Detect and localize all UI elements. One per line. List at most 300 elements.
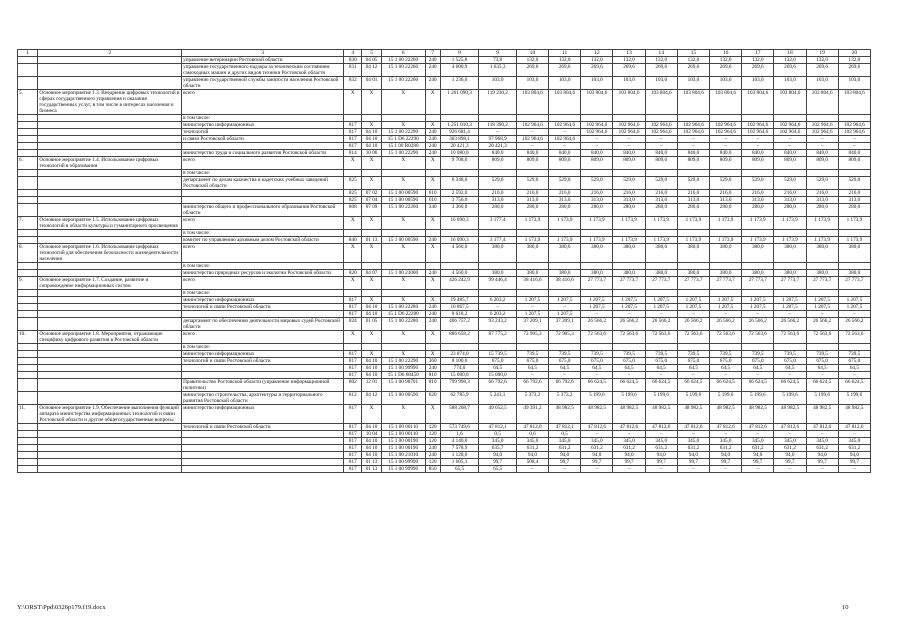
value-cell — [581, 170, 613, 177]
table-row — [18, 244, 871, 263]
value-cell: X — [344, 90, 362, 115]
value-cell — [425, 170, 440, 177]
value-cell: 739,5 — [710, 351, 742, 358]
executor-cell — [182, 452, 344, 459]
table-row — [18, 438, 871, 445]
value-cell — [613, 170, 645, 177]
value-cell: 280,0 — [677, 204, 709, 217]
value-cell: 817 — [344, 405, 362, 424]
value-cell: 102 964,6 — [516, 136, 548, 143]
activity-cell — [38, 459, 182, 466]
row-number-cell — [18, 197, 38, 204]
value-cell: 380,0 — [710, 244, 742, 263]
value-cell: 5 373,2 — [516, 392, 548, 405]
value-cell: 7 578,9 — [440, 445, 479, 452]
value-cell: 4 600,9 — [440, 64, 479, 77]
value-cell: 1 207,5 — [677, 304, 709, 311]
value-cell: 380,0 — [806, 270, 838, 277]
value-cell: 72 563,6 — [806, 331, 838, 344]
value-cell: 1 525,8 — [440, 57, 479, 64]
value-cell: 47 812,6 — [677, 424, 709, 431]
value-cell: 824 — [344, 318, 362, 331]
value-cell: 64,5 — [613, 365, 645, 372]
value-cell: – — [549, 372, 581, 379]
value-cell: 508,4 — [516, 459, 548, 466]
value-cell: X — [362, 297, 381, 304]
value-cell: 66 624,5 — [742, 379, 774, 392]
row-number-cell — [18, 318, 38, 331]
row-number-cell — [18, 358, 38, 365]
activity-cell — [38, 177, 182, 190]
value-cell: 72 563,6 — [645, 331, 677, 344]
value-cell: 1 207,5 — [710, 297, 742, 304]
value-cell: 15 000,0 — [479, 372, 517, 379]
value-cell: 345,0 — [710, 438, 742, 445]
value-cell: 313,0 — [774, 197, 806, 204]
row-number-cell — [18, 177, 38, 190]
value-cell — [645, 170, 677, 177]
value-cell: 94,0 — [516, 452, 548, 459]
value-cell: 313,0 — [645, 197, 677, 204]
value-cell: – — [549, 143, 581, 150]
executor-cell: в том числе: — [182, 230, 344, 237]
value-cell: 269,6 — [581, 64, 613, 77]
value-cell: – — [645, 431, 677, 438]
value-cell: 48 982,5 — [549, 405, 581, 424]
value-cell: 103,0 — [516, 77, 548, 90]
value-cell: 631,2 — [742, 445, 774, 452]
value-cell: 15 1 00 23000 — [381, 270, 425, 277]
value-cell: 15 1 00 00110 — [381, 424, 425, 431]
value-cell: – — [806, 466, 838, 473]
value-cell: X — [362, 331, 381, 344]
executor-cell: министерство общего и профессионального образования Ростовской области — [182, 204, 344, 217]
value-cell: 64,5 — [645, 365, 677, 372]
value-cell: 631,2 — [806, 445, 838, 452]
value-cell: 64,5 — [549, 365, 581, 372]
value-cell: 809,0 — [479, 157, 517, 170]
row-number-cell — [18, 459, 38, 466]
value-cell — [344, 344, 362, 351]
value-cell: 120 — [425, 424, 440, 431]
row-number-cell — [18, 190, 38, 197]
value-cell: 103 804,6 — [742, 90, 774, 115]
activity-cell — [38, 466, 182, 473]
value-cell: 04 10 — [362, 445, 381, 452]
value-cell: – — [838, 466, 870, 473]
value-cell: 103 804,6 — [549, 90, 581, 115]
value-cell: 635,7 — [479, 445, 517, 452]
value-cell: 15 1 00 22280 — [381, 318, 425, 331]
table-row — [18, 304, 871, 311]
value-cell — [549, 263, 581, 270]
value-cell: 675,0 — [645, 358, 677, 365]
activity-cell — [38, 344, 182, 351]
table-row — [18, 379, 871, 392]
value-cell: 1 207,5 — [838, 297, 870, 304]
value-cell: – — [677, 143, 709, 150]
value-cell: 64,5 — [806, 365, 838, 372]
row-number-cell: 7. — [18, 217, 38, 230]
value-cell: 15 1 00 00590 — [381, 392, 425, 405]
value-cell — [774, 290, 806, 297]
value-cell — [774, 230, 806, 237]
value-cell: 216,0 — [806, 190, 838, 197]
value-cell: – — [581, 431, 613, 438]
value-cell: – — [645, 143, 677, 150]
value-cell — [479, 344, 517, 351]
value-cell: 16 090,3 — [440, 237, 479, 244]
value-cell: 15 1 00 99990 — [381, 365, 425, 372]
table-row — [18, 290, 871, 297]
value-cell: 529,0 — [774, 177, 806, 190]
value-cell: 809,0 — [613, 157, 645, 170]
executor-cell: департамент по делам казачества и кадетских учебных заведений Ростовской области — [182, 177, 344, 190]
value-cell: – — [774, 466, 806, 473]
executor-cell: в том числе: — [182, 344, 344, 351]
value-cell: 94,0 — [710, 452, 742, 459]
table-row — [18, 405, 871, 424]
value-cell: 04 12 — [362, 392, 381, 405]
value-cell: 26 566,2 — [742, 318, 774, 331]
value-cell: 1 173,9 — [774, 217, 806, 230]
value-cell: – — [516, 372, 548, 379]
value-cell: 280,0 — [742, 204, 774, 217]
value-cell: 817 — [344, 122, 362, 129]
value-cell: – — [774, 372, 806, 379]
row-number-cell — [18, 311, 38, 318]
value-cell: 27 773,7 — [806, 277, 838, 290]
value-cell: 840,0 — [613, 150, 645, 157]
value-cell: 27 773,7 — [838, 277, 870, 290]
value-cell: 739,5 — [774, 351, 806, 358]
activity-cell: Основное мероприятие 1.9. Обеспечение выполнения функций аппарата министерства информационных технологий и связи Ростовской области и другие общегосударственные вопросы — [38, 405, 182, 424]
value-cell: X — [381, 405, 425, 424]
executor-cell: всего — [182, 277, 344, 290]
value-cell: – — [774, 143, 806, 150]
value-cell: 5 199,6 — [806, 392, 838, 405]
table-row — [18, 129, 871, 136]
value-cell: 15 1 00 22260 — [381, 204, 425, 217]
value-cell: 72 563,6 — [710, 331, 742, 344]
value-cell: 240 — [425, 136, 440, 143]
value-cell: – — [742, 143, 774, 150]
value-cell: 66 624,5 — [677, 379, 709, 392]
value-cell: – — [838, 311, 870, 318]
value-cell: X — [362, 351, 381, 358]
value-cell: 72 563,6 — [838, 331, 870, 344]
value-cell: 6 203,2 — [479, 311, 517, 318]
value-cell: 118 390,2 — [479, 122, 517, 129]
value-cell: 345,0 — [613, 438, 645, 445]
value-cell: 19 485,7 — [440, 297, 479, 304]
value-cell: 5 199,6 — [581, 392, 613, 405]
value-cell: 27 773,7 — [774, 277, 806, 290]
activity-cell: Основное мероприятие 1.3. Внедрение цифровых технологий в сферах государственного управления и оказания государственных услуг, в том числе в интересах населения и бизнеса — [38, 90, 182, 115]
table-row — [18, 331, 871, 344]
value-cell: 809,0 — [742, 157, 774, 170]
value-cell: X — [425, 277, 440, 290]
value-cell: 132,0 — [677, 57, 709, 64]
table-row — [18, 197, 871, 204]
value-cell: 380,0 — [774, 270, 806, 277]
value-cell: 1 207,5 — [645, 304, 677, 311]
value-cell: 240 — [425, 304, 440, 311]
value-cell: 47 812,0 — [516, 424, 548, 431]
value-cell: 280,0 — [516, 204, 548, 217]
executor-cell — [182, 365, 344, 372]
value-cell: 1 173,9 — [581, 237, 613, 244]
value-cell — [362, 263, 381, 270]
value-cell: 99,7 — [838, 459, 870, 466]
value-cell: X — [381, 157, 425, 170]
activity-cell — [38, 115, 182, 122]
value-cell: 102 964,6 — [806, 122, 838, 129]
value-cell: 345,0 — [677, 438, 709, 445]
value-cell — [645, 115, 677, 122]
value-cell: 269,6 — [806, 64, 838, 77]
activity-cell: Основное мероприятие 1.5. Использование цифровых технологий в области культуры и гуманитарного просвещения — [38, 217, 182, 230]
value-cell: 1 207,5 — [710, 304, 742, 311]
value-cell: – — [645, 372, 677, 379]
value-cell: 72 563,6 — [677, 331, 709, 344]
value-cell: 99 446,4 — [479, 277, 517, 290]
value-cell: 812 — [344, 392, 362, 405]
value-cell: 5 199,6 — [645, 392, 677, 405]
row-number-cell — [18, 237, 38, 244]
value-cell — [806, 290, 838, 297]
value-cell: – — [613, 431, 645, 438]
value-cell — [774, 170, 806, 177]
activity-cell — [38, 263, 182, 270]
value-cell: X — [362, 90, 381, 115]
value-cell: 840,0 — [645, 150, 677, 157]
value-cell: 240 — [425, 143, 440, 150]
value-cell: – — [774, 136, 806, 143]
value-cell: 269,6 — [838, 64, 870, 77]
activity-cell — [38, 358, 182, 365]
value-cell: 48 982,5 — [774, 405, 806, 424]
value-cell: – — [806, 311, 838, 318]
value-cell: 216,0 — [479, 190, 517, 197]
value-cell: 631,2 — [549, 445, 581, 452]
value-cell: 825 — [344, 197, 362, 204]
value-cell: X — [381, 244, 425, 263]
executor-cell: министерство информационных — [182, 122, 344, 129]
executor-cell: министерство информационных — [182, 297, 344, 304]
row-number-cell — [18, 424, 38, 431]
value-cell: 47 812,6 — [806, 424, 838, 431]
value-cell — [479, 263, 517, 270]
value-cell: 809,0 — [581, 157, 613, 170]
value-cell: 269,6 — [549, 64, 581, 77]
value-cell: 66 624,5 — [806, 379, 838, 392]
value-cell: 1 605,1 — [440, 459, 479, 466]
executor-cell: технологий — [182, 129, 344, 136]
value-cell: 01 13 — [362, 237, 381, 244]
value-cell: 47 812,6 — [613, 424, 645, 431]
executor-cell: всего — [182, 217, 344, 230]
value-cell: 280,0 — [774, 204, 806, 217]
value-cell: 380,0 — [516, 270, 548, 277]
value-cell: 739,5 — [677, 351, 709, 358]
row-number-cell — [18, 64, 38, 77]
value-cell: 132,0 — [516, 57, 548, 64]
row-number-cell — [18, 204, 38, 217]
value-cell: 313,0 — [677, 197, 709, 204]
table-row — [18, 311, 871, 318]
value-cell: – — [549, 129, 581, 136]
value-cell: 103,0 — [581, 77, 613, 90]
value-cell: 47 812,6 — [838, 424, 870, 431]
executor-cell: управление ветеринарии Ростовской области — [182, 57, 344, 64]
value-cell: 64,5 — [774, 365, 806, 372]
value-cell: – — [581, 136, 613, 143]
value-cell: – — [645, 136, 677, 143]
value-cell: 01 13 — [362, 459, 381, 466]
value-cell: 817 — [344, 466, 362, 473]
executor-cell: в том числе: — [182, 115, 344, 122]
value-cell: 345,0 — [742, 438, 774, 445]
value-cell: 216,0 — [549, 190, 581, 197]
value-cell — [440, 170, 479, 177]
value-cell: X — [362, 217, 381, 230]
column-number-row — [18, 50, 871, 57]
value-cell: 280,0 — [549, 204, 581, 217]
value-cell: 739,5 — [516, 351, 548, 358]
value-cell — [479, 170, 517, 177]
value-cell: 99,7 — [742, 459, 774, 466]
value-cell: 380,0 — [479, 270, 517, 277]
value-cell — [516, 115, 548, 122]
value-cell: 380,0 — [838, 270, 870, 277]
value-cell: 817 — [344, 452, 362, 459]
value-cell: – — [479, 304, 517, 311]
value-cell — [440, 115, 479, 122]
value-cell: 345,0 — [645, 438, 677, 445]
value-cell: X — [381, 277, 425, 290]
value-cell — [742, 230, 774, 237]
table-row — [18, 392, 871, 405]
value-cell: 529,0 — [581, 177, 613, 190]
value-cell: 102 964,6 — [806, 129, 838, 136]
value-cell: – — [806, 143, 838, 150]
value-cell — [774, 263, 806, 270]
value-cell: 269,6 — [516, 64, 548, 77]
value-cell: 380,0 — [581, 270, 613, 277]
value-cell: 313,0 — [479, 197, 517, 204]
table-row — [18, 204, 871, 217]
row-number-cell — [18, 431, 38, 438]
value-cell: 15 1 00 22260 — [381, 57, 425, 64]
value-cell: 675,0 — [613, 358, 645, 365]
value-cell: 739,5 — [581, 351, 613, 358]
executor-cell: всего — [182, 90, 344, 115]
value-cell: 1 173,9 — [677, 217, 709, 230]
value-cell: 103 804,6 — [710, 90, 742, 115]
value-cell: – — [742, 136, 774, 143]
activity-cell — [38, 237, 182, 244]
executor-cell: технологий и связи Ростовской области — [182, 424, 344, 431]
value-cell: 1 173,9 — [838, 237, 870, 244]
value-cell — [440, 230, 479, 237]
value-cell: 313,0 — [742, 197, 774, 204]
value-cell: 102 964,6 — [710, 122, 742, 129]
row-number-cell — [18, 379, 38, 392]
value-cell: – — [613, 143, 645, 150]
table-row — [18, 122, 871, 129]
value-cell: 103,0 — [710, 77, 742, 90]
value-cell: 132,0 — [774, 57, 806, 64]
value-cell — [677, 230, 709, 237]
value-cell: 15 1 D6 68450 — [381, 372, 425, 379]
value-cell: 817 — [344, 424, 362, 431]
value-cell: 72 905,3 — [549, 331, 581, 344]
value-cell: 99,7 — [613, 459, 645, 466]
value-cell: 5 243,1 — [479, 392, 517, 405]
value-cell: X — [425, 297, 440, 304]
value-cell: 15 1 00 99990 — [381, 459, 425, 466]
value-cell: 04 10 — [362, 143, 381, 150]
value-cell: 1 173,9 — [774, 237, 806, 244]
row-number-cell: 6. — [18, 157, 38, 170]
value-cell: 817 — [344, 358, 362, 365]
value-cell: – — [710, 136, 742, 143]
value-cell: 102 964,6 — [613, 129, 645, 136]
value-cell — [425, 115, 440, 122]
row-number-cell — [18, 143, 38, 150]
table-row — [18, 150, 871, 157]
value-cell: 675,0 — [806, 358, 838, 365]
value-cell: 345,0 — [774, 438, 806, 445]
value-cell: 64,5 — [677, 365, 709, 372]
value-cell: 216,0 — [838, 190, 870, 197]
budget-table — [17, 49, 871, 473]
value-cell: 04 01 — [362, 77, 381, 90]
value-cell — [362, 290, 381, 297]
value-cell: – — [645, 311, 677, 318]
value-cell: – — [613, 311, 645, 318]
value-cell: 103 804,6 — [516, 90, 548, 115]
executor-cell — [182, 197, 344, 204]
value-cell — [381, 263, 425, 270]
value-cell: 07 09 — [362, 204, 381, 217]
column-number: 13 — [613, 50, 645, 57]
value-cell: 529,0 — [806, 177, 838, 190]
value-cell — [581, 290, 613, 297]
value-cell: – — [677, 431, 709, 438]
row-number-cell — [18, 270, 38, 277]
value-cell: – — [677, 466, 709, 473]
table-row — [18, 351, 871, 358]
value-cell: 102 964,6 — [742, 122, 774, 129]
column-number: 6 — [381, 50, 425, 57]
executor-cell: министерство информационных — [182, 351, 344, 358]
value-cell: 5 373,2 — [549, 392, 581, 405]
activity-cell — [38, 77, 182, 90]
value-cell: 675,0 — [838, 358, 870, 365]
value-cell — [381, 344, 425, 351]
value-cell: 04 07 — [362, 270, 381, 277]
value-cell: 04 10 — [362, 129, 381, 136]
activity-cell — [38, 290, 182, 297]
value-cell: 280,0 — [806, 204, 838, 217]
value-cell: 102 964,6 — [710, 129, 742, 136]
value-cell: 1 173,9 — [549, 237, 581, 244]
row-number-cell — [18, 372, 38, 379]
value-cell: 216,0 — [581, 190, 613, 197]
value-cell: 1 207,5 — [742, 304, 774, 311]
